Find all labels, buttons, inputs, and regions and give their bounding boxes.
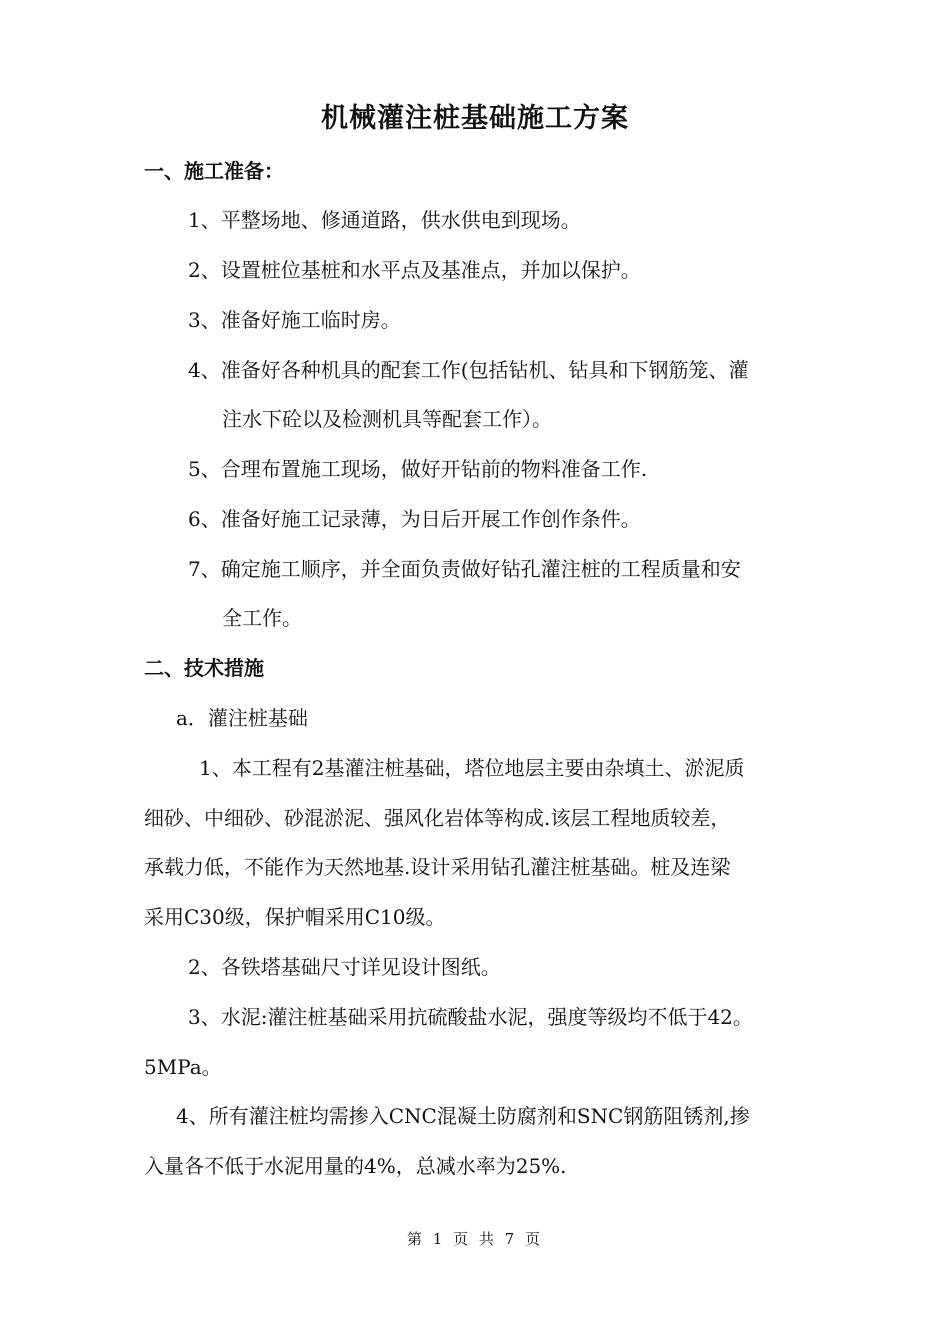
prep-item-4-cont: 注水下砼以及检测机具等配套工作）。 <box>222 407 552 431</box>
section-heading-technical: 二、技术措施 <box>144 656 264 680</box>
tech-para-4-line-1: 4、所有灌注桩均需掺入CNC混凝土防腐剂和SNC钢筋阻锈剂,掺 <box>176 1104 750 1128</box>
tech-para-1-line-4: 采用C30级，保护帽采用C10级。 <box>144 905 446 929</box>
tech-para-1-line-2: 细砂、中细砂、砂混淤泥、强风化岩体等构成.该层工程地质较差， <box>144 806 731 830</box>
prep-item-1: 1、平整场地、修通道路，供水供电到现场。 <box>188 208 581 232</box>
tech-para-2: 2、各铁塔基础尺寸详见设计图纸。 <box>188 955 501 979</box>
prep-item-3: 3、准备好施工临时房。 <box>188 308 401 332</box>
subsection-a: a．灌注桩基础 <box>176 706 308 730</box>
tech-para-1-line-3: 承载力低，不能作为天然地基.设计采用钻孔灌注桩基础。桩及连梁 <box>144 855 731 879</box>
prep-item-5: 5、合理布置施工现场，做好开钻前的物料准备工作. <box>188 457 648 481</box>
tech-para-3-line-1: 3、水泥:灌注桩基础采用抗硫酸盐水泥，强度等级均不低于42。 <box>188 1005 753 1029</box>
prep-item-7-cont: 全工作。 <box>222 606 302 630</box>
tech-para-4-line-2: 入量各不低于水泥用量的4%，总减水率为25%. <box>144 1154 567 1178</box>
prep-item-4: 4、准备好各种机具的配套工作(包括钻机、钻具和下钢筋笼、灌 <box>188 358 749 382</box>
page-footer: 第 1 页 共 7 页 <box>407 1230 543 1248</box>
prep-item-6: 6、准备好施工记录薄，为日后开展工作创作条件。 <box>188 507 641 531</box>
prep-item-2: 2、设置桩位基桩和水平点及基准点，并加以保护。 <box>188 258 641 282</box>
document-title: 机械灌注桩基础施工方案 <box>321 103 629 134</box>
section-heading-preparation: 一、施工准备： <box>144 159 284 183</box>
prep-item-7: 7、确定施工顺序，并全面负责做好钻孔灌注桩的工程质量和安 <box>188 557 741 581</box>
tech-para-1-line-1: 1、本工程有2基灌注桩基础，塔位地层主要由杂填土、淤泥质 <box>199 756 745 780</box>
tech-para-3-line-2: 5MPa。 <box>144 1055 222 1079</box>
